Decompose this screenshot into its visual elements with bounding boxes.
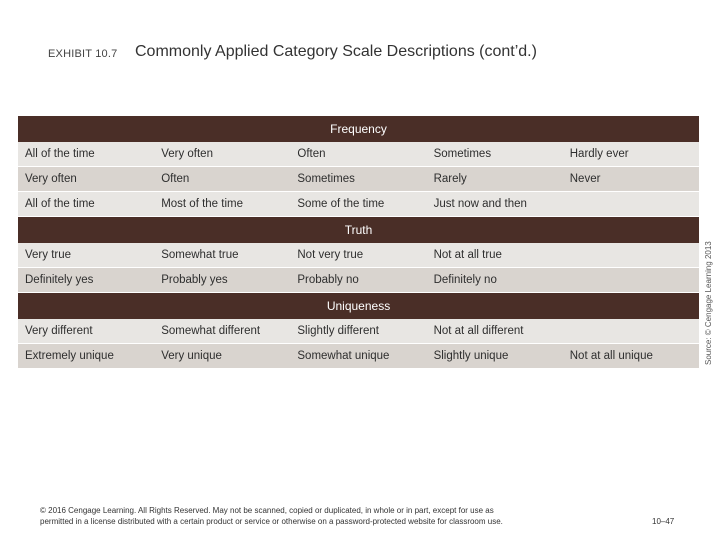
table-cell: Very different [25,325,93,337]
table-cell [563,243,699,267]
table-cell: All of the time [25,198,95,210]
table-cell: Somewhat true [161,249,239,261]
copyright-line-2: permitted in a license distributed with a certain product or service or otherwise on a password-protected website for classroom use. [40,517,503,526]
table-cell [563,268,699,292]
table-cell: Very unique [161,350,222,362]
table-cell: Very often [161,148,213,160]
table-cell: Most of the time [161,198,243,210]
section-header-uniqueness: Uniqueness [18,293,699,319]
table-cell: Definitely no [433,274,497,286]
table-cell: Slightly unique [433,350,509,362]
table-cell [563,319,699,343]
table-cell: Slightly different [297,325,379,337]
table-cell: Very true [25,249,72,261]
table-cell: Often [161,173,190,185]
table-cell: Just now and then [433,198,527,210]
category-scale-table [18,116,699,369]
table-cell: Never [569,173,601,185]
table-cell: Probably no [297,274,359,286]
table-row [18,268,699,293]
table-cell: Hardly ever [569,148,629,160]
table-cell: Probably yes [161,274,228,286]
table-cell: Not at all unique [569,350,653,362]
section-header-truth: Truth [18,217,699,243]
table-cell: Definitely yes [25,274,94,286]
table-row [18,344,699,369]
table-cell: Sometimes [297,173,355,185]
table-cell: Not very true [297,249,364,261]
table-row [18,167,699,192]
table-cell: Rarely [433,173,467,185]
table-cell: Somewhat different [161,325,261,337]
table-row [18,142,699,167]
slide-title: Commonly Applied Category Scale Descriptions (cont’d.) [135,43,537,60]
table-cell: All of the time [25,148,95,160]
table-cell [563,192,699,216]
table-cell: Often [297,148,326,160]
table-cell: Some of the time [297,198,385,210]
table-cell: Extremely unique [25,350,114,362]
table-row [18,319,699,344]
source-note: Source: © Cengage Learning 2013 [704,241,713,365]
table-cell: Somewhat unique [297,350,390,362]
section-header-frequency: Frequency [18,116,699,142]
copyright-notice [40,505,620,527]
table-row [18,243,699,268]
table-row [18,192,699,217]
exhibit-label: EXHIBIT 10.7 [48,48,118,60]
table-cell: Not at all different [433,325,524,337]
page-number: 10–47 [652,517,675,526]
table-cell: Not at all true [433,249,502,261]
table-cell: Sometimes [433,148,492,160]
copyright-line-1: © 2016 Cengage Learning. All Rights Reserved. May not be scanned, copied or duplicated, in whole or in part, except for use as [40,506,494,515]
table-cell: Very often [25,173,77,185]
